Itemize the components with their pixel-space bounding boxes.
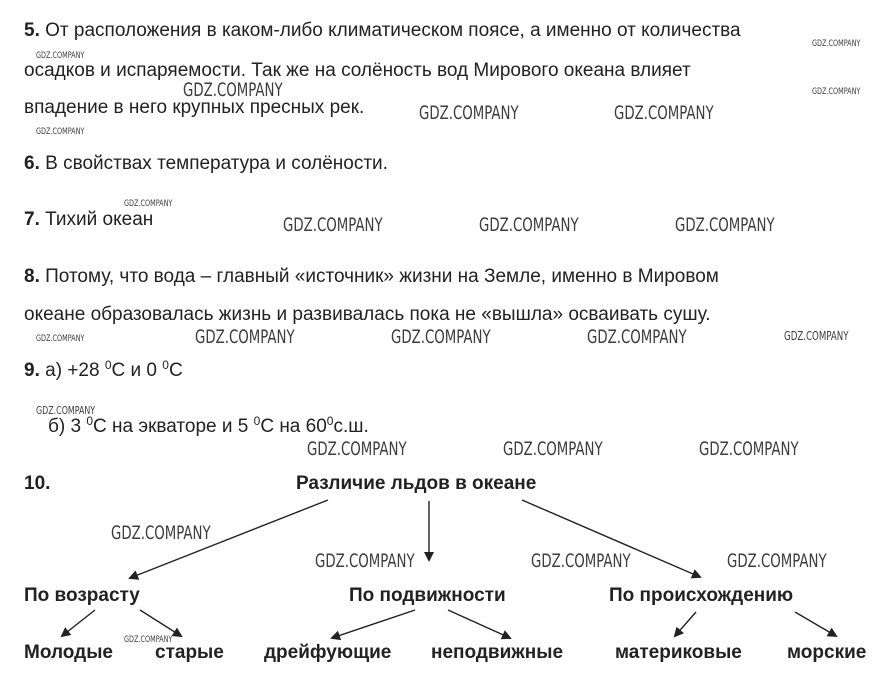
- watermark: GDZ.COMPANY: [587, 326, 687, 348]
- degree-sup: 0: [326, 414, 334, 428]
- watermark: GDZ.COMPANY: [36, 127, 85, 137]
- watermark: GDZ.COMPANY: [307, 438, 407, 460]
- arrow-mobility-drifting: [332, 610, 415, 638]
- watermark: GDZ.COMPANY: [124, 635, 173, 645]
- answer-9-b-end: с.ш.: [333, 416, 369, 437]
- answer-8-text-1: Потому, что вода – главный «источник» жизни на Земле, именно в Мировом: [45, 266, 719, 287]
- arrow-age-young: [62, 610, 95, 636]
- watermark: GDZ.COMPANY: [36, 334, 85, 344]
- watermark: GDZ.COMPANY: [614, 102, 714, 124]
- watermark: GDZ.COMPANY: [784, 329, 849, 343]
- answer-6-text: В свойствах температура и солёности.: [45, 153, 388, 174]
- leaf-young: Молодые: [24, 642, 113, 663]
- watermark: GDZ.COMPANY: [531, 550, 631, 572]
- answer-8-line-2: океане образовалась жизнь и развивалась пока не «вышла» осваивать сушу.: [24, 304, 711, 325]
- arrow-age-old: [140, 610, 181, 636]
- watermark: GDZ.COMPANY: [419, 102, 519, 124]
- watermark: GDZ.COMPANY: [195, 326, 295, 348]
- watermark: GDZ.COMPANY: [479, 214, 579, 236]
- leaf-continental: материковые: [615, 642, 742, 663]
- watermark: GDZ.COMPANY: [111, 522, 211, 544]
- watermark: GDZ.COMPANY: [36, 404, 96, 417]
- answer-8-number: 8.: [24, 266, 40, 287]
- answer-10-number: 10.: [24, 473, 51, 494]
- watermark: GDZ.COMPANY: [183, 79, 283, 101]
- watermark: GDZ.COMPANY: [675, 214, 775, 236]
- watermark: GDZ.COMPANY: [699, 438, 799, 460]
- leaf-fixed: неподвижные: [431, 642, 564, 663]
- watermark: GDZ.COMPANY: [36, 51, 85, 61]
- leaf-old: старые: [155, 642, 224, 663]
- answer-9-a-prefix: а) +28: [45, 360, 105, 381]
- degree-sup: 0: [162, 358, 169, 372]
- answer-9-b-prefix: б) 3: [48, 416, 87, 437]
- watermark: GDZ.COMPANY: [727, 550, 827, 572]
- answer-6-number: 6.: [24, 153, 40, 174]
- watermark: GDZ.COMPANY: [812, 87, 861, 97]
- answer-5-text-1: От расположения в каком-либо климатическом поясе, а именно от количества: [45, 20, 741, 41]
- arrow-origin-continental: [675, 612, 696, 636]
- answer-9-a-end: С: [168, 360, 183, 381]
- category-age: По возрасту: [24, 585, 140, 606]
- watermark: GDZ.COMPANY: [503, 438, 603, 460]
- arrow-origin-marine: [795, 612, 836, 636]
- leaf-marine: морские: [787, 642, 867, 663]
- arrow-mobility-fixed: [448, 610, 510, 638]
- answer-5-line-2: осадков и испаряемости. Так же на солёность вод Мирового океана влияет: [24, 60, 691, 81]
- category-mobility: По подвижности: [349, 585, 506, 606]
- answer-7-text: Тихий океан: [45, 209, 154, 230]
- answer-9-a-mid: С и 0: [111, 360, 163, 381]
- answer-9-b-mid: С на экваторе и 5: [93, 416, 254, 437]
- watermark: GDZ.COMPANY: [283, 214, 383, 236]
- answer-5-number: 5.: [24, 20, 40, 41]
- answer-9-b-mid2: С на 60: [260, 416, 327, 437]
- category-origin: По происхождению: [609, 585, 794, 606]
- watermark: GDZ.COMPANY: [391, 326, 491, 348]
- degree-sup: 0: [253, 414, 261, 428]
- answer-9-number: 9.: [24, 360, 40, 381]
- answer-7-number: 7.: [24, 209, 40, 230]
- degree-sup: 0: [104, 358, 112, 372]
- watermark: GDZ.COMPANY: [315, 550, 415, 572]
- watermark: GDZ.COMPANY: [812, 39, 861, 49]
- leaf-drifting: дрейфующие: [264, 642, 392, 663]
- answer-5-line-3: впадение в него крупных пресных рек.: [24, 97, 365, 118]
- watermark: GDZ.COMPANY: [124, 199, 173, 209]
- degree-sup: 0: [86, 414, 94, 428]
- diagram-root: Различие льдов в океане: [296, 473, 537, 494]
